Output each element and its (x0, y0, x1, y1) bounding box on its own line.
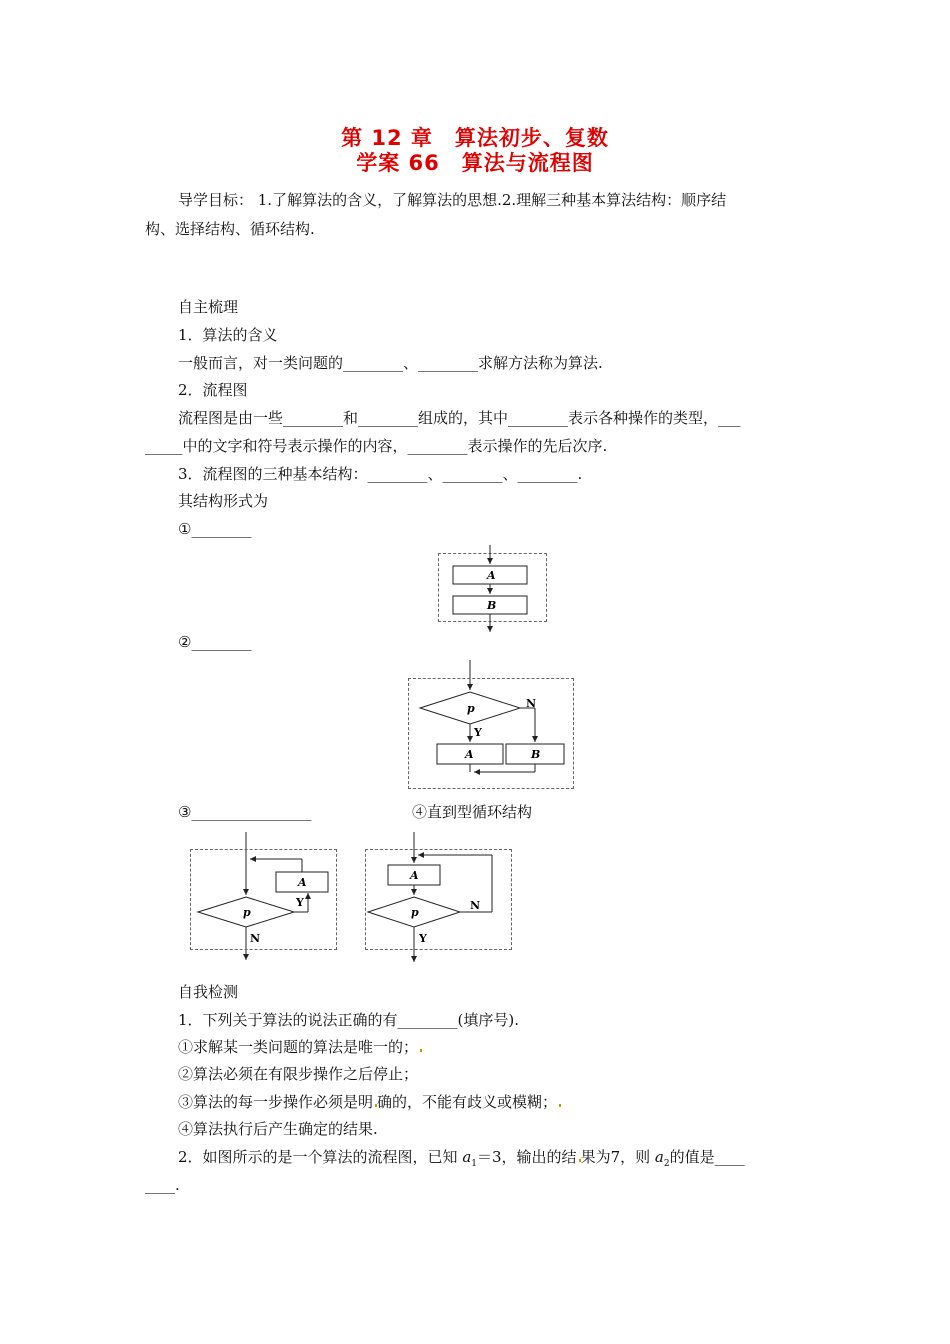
review-heading: 自主梳理 (178, 298, 239, 316)
label-p: p (411, 906, 419, 919)
label-a: A (465, 748, 474, 761)
form-intro: 其结构形式为 (178, 492, 269, 510)
question2-line1: 2．如图所示的是一个算法的流程图，已知 $a_1=3$，输出的结 果为7，则 $a_2$的值是____ (178, 1148, 745, 1169)
label-p: p (243, 906, 251, 919)
lesson-title: 学案 66 算法与流程图 (356, 151, 594, 175)
option4: ④算法执行后产生确定的结果. (178, 1120, 378, 1138)
item4-label: ④直到型循环结构 (412, 803, 533, 821)
section2-text2: _____中的文字和符号表示操作的内容，________表示操作的先后次序. (145, 437, 608, 455)
label-b: B (487, 599, 497, 612)
until-loop-frame (365, 849, 512, 950)
label-y: Y (474, 726, 482, 739)
selfcheck-heading: 自我检测 (178, 983, 239, 1001)
label-n: N (470, 899, 481, 912)
chapter-title: 第 12 章 算法初步、复数 (341, 126, 609, 150)
label-a: A (487, 569, 496, 582)
selection-diagram-frame (408, 678, 574, 789)
item3-label: ③________________ (178, 803, 312, 821)
label-n: N (250, 932, 261, 945)
question1: 1．下列关于算法的说法正确的有________(填序号). (178, 1011, 520, 1029)
label-y: Y (419, 932, 427, 945)
sequence-structure (453, 545, 527, 632)
while-loop-frame (190, 849, 337, 950)
label-b: B (531, 748, 541, 761)
section1-text: 一般而言，对一类问题的________、________求解方法称为算法. (178, 354, 603, 372)
item2-label: ②________ (178, 633, 252, 651)
item1-label: ①________ (178, 520, 252, 538)
section2-title: 2．流程图 (178, 381, 248, 399)
objectives-line1: 导学目标： 1.了解算法的含义，了解算法的思想.2.理解三种基本算法结构：顺序结 (178, 191, 727, 209)
question2-line2: ____. (145, 1176, 180, 1194)
option3: ③算法的每一步操作必须是明 确的，不能有歧义或模糊； (178, 1092, 561, 1112)
label-p: p (467, 702, 475, 715)
section2-text1: 流程图是由一些________和________组成的，其中________表示各种操作的类型，___ (178, 409, 741, 427)
option2: ②算法必须在有限步操作之后停止； (178, 1065, 419, 1083)
label-a: A (298, 876, 307, 889)
label-n: N (526, 697, 537, 710)
label-a: A (410, 869, 419, 882)
section3-title: 3．流程图的三种基本结构：________、________、________. (178, 465, 583, 483)
section1-title: 1．算法的含义 (178, 326, 278, 344)
option1: ①求解某一类问题的算法是唯一的； (178, 1037, 422, 1057)
objectives-line2: 构、选择结构、循环结构. (145, 220, 315, 238)
label-y: Y (296, 896, 304, 909)
